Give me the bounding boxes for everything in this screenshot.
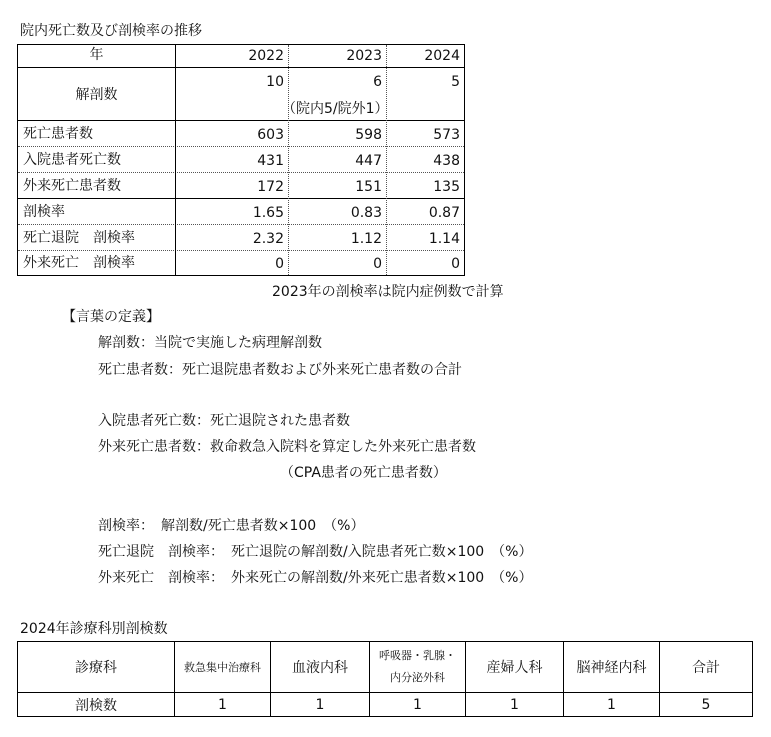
table2-dept-emergency: 救急集中治療科 — [184, 661, 261, 674]
table1-autopsy-2024: 5 — [451, 74, 460, 90]
table1-row-inpatient-deaths — [18, 147, 464, 173]
table1-header-year-2024: 2024 — [424, 48, 460, 64]
table1-divider — [288, 45, 289, 275]
table2-dept-line: 呼吸器・乳腺・ — [379, 649, 456, 662]
table2-dept-respiratory-breast-endocrine — [370, 642, 465, 692]
table1-caption: 院内死亡数及び剖検率の推移 — [20, 23, 202, 39]
table1-cell: 0 — [373, 256, 382, 272]
department-autopsy-table — [17, 641, 753, 717]
table1-row-label: 外来死亡 剖検率 — [23, 255, 135, 271]
table1-row-label: 死亡患者数 — [23, 126, 93, 142]
table1-row-deaths — [18, 121, 464, 147]
definition-discharge-autopsy-rate: 死亡退院 剖検率： 死亡退院の解剖数/入院患者死亡数×100 （%） — [98, 544, 533, 560]
table2-dept-total: 合計 — [692, 660, 720, 676]
table1-cell: 1.65 — [252, 205, 284, 221]
definition-autopsy-count: 解剖数：当院で実施した病理解剖数 — [98, 335, 322, 351]
table1-cell: 172 — [257, 179, 284, 195]
table1-row-outpatient-autopsy-rate — [18, 251, 464, 275]
table1-autopsy-2023: 6 — [373, 74, 382, 90]
table1-row-label: 剖検率 — [23, 204, 65, 220]
table1-header-year-2023: 2023 — [346, 48, 382, 64]
table1-autopsy-label: 解剖数 — [75, 87, 118, 103]
table2-dept-hematology: 血液内科 — [292, 660, 348, 676]
table1-cell: 598 — [355, 127, 382, 143]
definition-autopsy-rate: 剖検率： 解剖数/死亡患者数×100 （%） — [98, 518, 365, 534]
table1-cell: 0 — [451, 256, 460, 272]
table1-cell: 1.14 — [428, 231, 460, 247]
table1-cell: 447 — [355, 153, 382, 169]
table1-cell: 431 — [257, 153, 284, 169]
table1-autopsy-note: （院内5/院外1） — [282, 101, 389, 117]
table1-row-label: 外来死亡患者数 — [23, 178, 121, 194]
table1-cell: 603 — [257, 127, 284, 143]
table1-cell: 0 — [275, 256, 284, 272]
table2-cell: 1 — [315, 697, 325, 713]
table1-cell: 135 — [433, 179, 460, 195]
table1-divider — [175, 45, 176, 275]
table1-cell: 2.32 — [252, 231, 284, 247]
table1-autopsy-row — [18, 68, 464, 121]
table1-row-label: 入院患者死亡数 — [23, 152, 121, 168]
definitions-heading: 【言葉の定義】 — [62, 309, 160, 325]
table1-row-label: 死亡退院 剖検率 — [23, 230, 135, 246]
table1-cell: 0.83 — [350, 205, 382, 221]
table2-cell: 5 — [701, 697, 711, 713]
table2-cell: 1 — [413, 697, 422, 713]
mortality-autopsy-table — [17, 44, 465, 276]
table2-cell: 1 — [510, 697, 519, 713]
table1-row-autopsy-rate — [18, 199, 464, 225]
definition-outpatient-autopsy-rate: 外来死亡 剖検率： 外来死亡の解剖数/外来死亡患者数×100 （%） — [98, 570, 533, 586]
table2-header-label: 診療科 — [75, 660, 117, 676]
table1-cell: 151 — [355, 179, 382, 195]
table1-header-year-2022: 2022 — [248, 48, 284, 64]
table1-footnote: 2023年の剖検率は院内症例数で計算 — [272, 284, 504, 300]
table2-dept-neurology: 脳神経内科 — [576, 660, 647, 676]
definition-death-count: 死亡患者数：死亡退院患者数および外来死亡患者数の合計 — [98, 362, 462, 378]
table1-row-discharge-autopsy-rate — [18, 225, 464, 251]
table2-cell: 1 — [607, 697, 616, 713]
table1-row-outpatient-deaths — [18, 173, 464, 199]
table1-cell: 0.87 — [428, 205, 460, 221]
table1-header-year-label: 年 — [89, 47, 104, 63]
table1-header-row — [18, 45, 464, 68]
table2-cell: 1 — [218, 697, 227, 713]
table1-divider — [386, 45, 387, 275]
definition-inpatient-deaths: 入院患者死亡数：死亡退院された患者数 — [98, 413, 350, 429]
table2-dept-line: 内分泌外科 — [390, 671, 445, 684]
table1-autopsy-2022: 10 — [266, 74, 284, 90]
table1-cell: 573 — [433, 127, 460, 143]
table2-dept-obgyn: 産婦人科 — [486, 660, 543, 676]
table2-caption: 2024年診療科別剖検数 — [20, 621, 168, 637]
table1-cell: 1.12 — [350, 231, 382, 247]
table1-cell: 438 — [433, 153, 460, 169]
table2-row-label: 剖検数 — [75, 698, 117, 714]
definition-cpa-note: （CPA患者の死亡患者数） — [280, 465, 447, 481]
definition-outpatient-deaths: 外来死亡患者数：救命救急入院料を算定した外来死亡患者数 — [98, 439, 476, 455]
